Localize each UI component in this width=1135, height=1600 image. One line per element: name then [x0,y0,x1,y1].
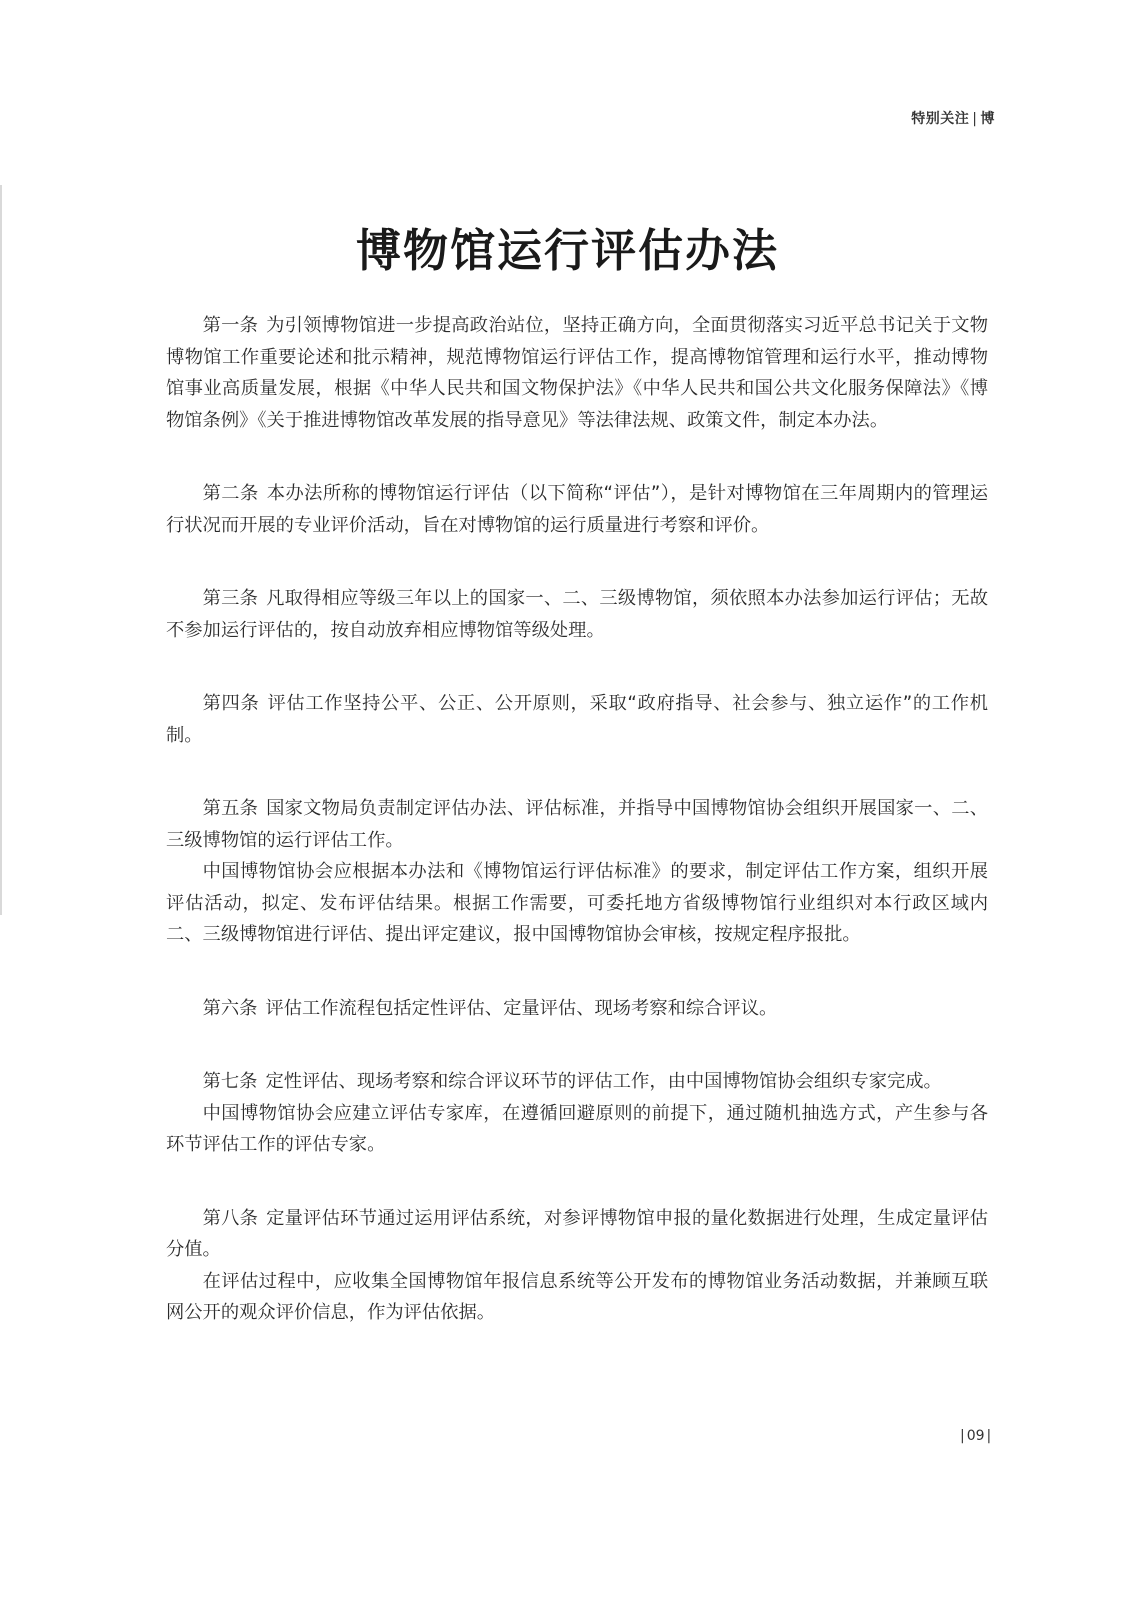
article-number: 第五条 [202,798,259,819]
paragraph [166,583,988,646]
paragraph-text: 国家文物局负责制定评估办法、评估标准，并指导中国博物馆协会组织开展国家一、二、三级博物馆的运行评估工作。 [166,798,988,851]
paragraph: 中国博物馆协会应根据本办法和《博物馆运行评估标准》的要求，制定评估工作方案，组织开展评估活动，拟定、发布评估结果。根据工作需要，可委托地方省级博物馆行业组织对本行政区域内二、三级博物馆进行评估、提出评定建议，报中国博物馆协会审核，按规定程序报批。 [166,861,988,945]
paragraph-text: 定性评估、现场考察和综合评议环节的评估工作，由中国博物馆协会组织专家完成。 [265,1071,942,1092]
article-7 [166,1066,988,1161]
paragraph-text: 为引领博物馆进一步提高政治站位，坚持正确方向，全面贯彻落实习近平总书记关于文物博物馆工作重要论述和批示精神，规范博物馆运行评估工作，提高博物馆管理和运行水平，推动博物馆事业高质量发展，根据《中华人民共和国文物保护法》《中华人民共和国公共文化服务保障法》《博物馆条例》《关于推进博物馆改革发展的指导意见》等法律法规、政策文件，制定本办法。 [166,315,988,431]
paragraph [166,688,988,751]
article-number: 第一条 [202,315,259,336]
running-head-separator: | [972,111,978,127]
article-4 [166,688,988,751]
running-head-magazine: 博 [980,111,995,127]
article-1 [166,310,988,436]
paragraph-text: 评估工作流程包括定性评估、定量评估、现场考察和综合评议。 [265,997,778,1019]
page-number [958,1428,993,1444]
article-number: 第四条 [202,693,260,714]
paragraph [166,793,988,856]
running-head [911,108,995,128]
article-number: 第二条 [202,483,259,504]
page-spine-line [0,185,2,915]
page-number-left-bar: | [960,1428,965,1444]
article-2 [166,478,988,541]
running-head-section: 特别关注 [911,111,970,127]
paragraph-text: 本办法所称的博物馆运行评估（以下简称“评估”），是针对博物馆在三年周期内的管理运行状况而开展的专业评价活动，旨在对博物馆的运行质量进行考察和评价。 [166,483,989,536]
article-number: 第八条 [202,1207,259,1229]
paragraph [166,478,988,541]
article-number: 第三条 [202,588,259,609]
document-title: 博物馆运行评估办法 [355,224,779,277]
paragraph: 在评估过程中，应收集全国博物馆年报信息系统等公开发布的博物馆业务活动数据，并兼顾互联网公开的观众评价信息，作为评估依据。 [166,1270,988,1323]
article-number: 第六条 [202,997,258,1019]
article-6 [166,993,988,1025]
paragraph: 中国博物馆协会应建立评估专家库，在遵循回避原则的前提下，通过随机抽选方式，产生参与各环节评估工作的评估专家。 [166,1102,988,1155]
article-number: 第七条 [202,1071,258,1092]
article-3 [166,583,988,646]
paragraph-text: 凡取得相应等级三年以上的国家一、二、三级博物馆，须依照本办法参加运行评估；无故不参加运行评估的，按自动放弃相应博物馆等级处理。 [166,588,988,641]
page-number-value: 09 [966,1428,985,1444]
paragraph [166,310,988,436]
paragraph [166,993,988,1025]
article-8 [166,1203,988,1329]
paragraph-text: 评估工作坚持公平、公正、公开原则，采取“政府指导、社会参与、独立运作”的工作机制。 [166,693,988,746]
paragraph [166,1066,988,1098]
article-5 [166,793,988,951]
paragraph-text: 定量评估环节通过运用评估系统，对参评博物馆申报的量化数据进行处理，生成定量评估分值。 [166,1207,988,1260]
paragraph [166,1203,988,1266]
document-body [166,310,988,1371]
page-number-right-bar: | [986,1428,992,1444]
